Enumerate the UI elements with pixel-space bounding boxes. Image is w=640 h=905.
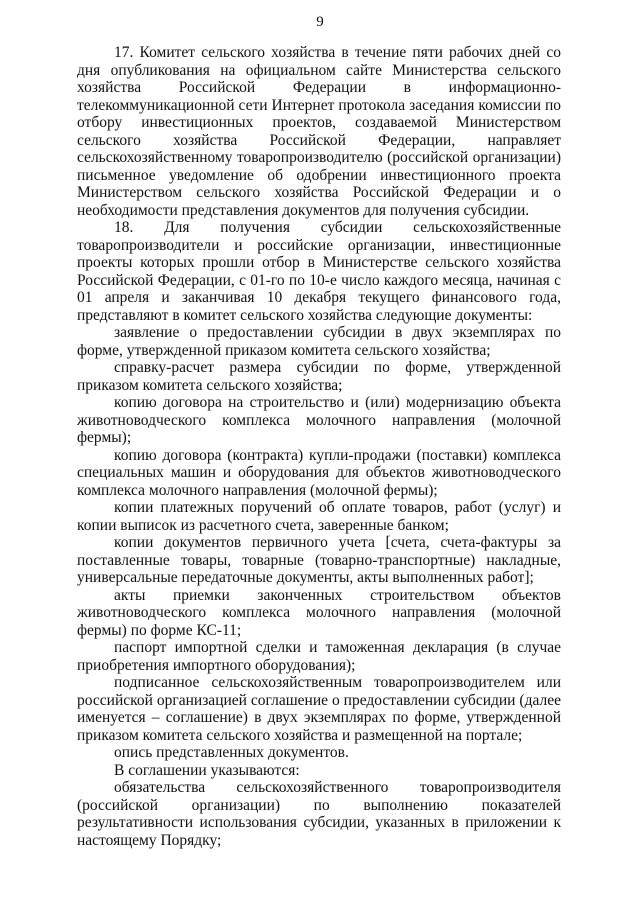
- list-item-calculation-certificate: справку-расчет размера субсидии по форме, утвержденной приказом комитета сельского хозяйства;: [77, 359, 561, 394]
- paragraph-17: 17. Комитет сельского хозяйства в течение пяти рабочих дней со дня опубликования на официальном сайте Министерства сельского хозяйства Российской Федерации в информационно-телекоммуникационной сети Интернет протокола заседания комиссии по отбору инвестиционных проектов, создаваемой Министерством сельского хозяйства Российской Федерации, направляет сельскохозяйственному товаропроизводителю (российской организации) письменное уведомление об одобрении инвестиционного проекта Министерством сельского хозяйства Российской Федерации и о необходимости представления документов для получения субсидии.: [77, 44, 561, 219]
- list-item-supply-contract: копию договора (контракта) купли-продажи (поставки) комплекса специальных машин и оборудования для объектов животноводческого комплекса молочного направления (молочной фермы);: [77, 446, 561, 499]
- list-item-acceptance-acts: акты приемки законченных строительством объектов животноводческого комплекса молочного направления (молочной фермы) по форме КС-11;: [77, 586, 561, 639]
- list-item-inventory: опись представленных документов.: [114, 744, 349, 761]
- list-item-construction-contract: копию договора на строительство и (или) модернизацию объекта животноводческого комплекса молочного направления (молочной фермы);: [77, 394, 561, 446]
- page-number: 9: [316, 14, 324, 30]
- agreement-obligations: обязательства сельскохозяйственного товаропроизводителя (российской организации) по выполнению показателей результативности использования субсидии, указанных в приложении к настоящему Порядку;: [77, 779, 561, 849]
- list-item-payment-orders: копии платежных поручений об оплате товаров, работ (услуг) и копии выписок из расчетного счета, заверенные банком;: [77, 499, 561, 534]
- document-body: [77, 44, 561, 849]
- agreement-intro: В соглашении указываются:: [114, 761, 300, 779]
- list-item-agreement: подписанное сельскохозяйственным товаропроизводителем или российской организацией соглашение о предоставлении субсидии (далее именуется – соглашение) в двух экземплярах по форме, утвержденной приказом комитета сельского хозяйства и размещенной на портале;: [77, 674, 561, 744]
- paragraph-18: 18. Для получения субсидии сельскохозяйственные товаропроизводители и российские организации, инвестиционные проекты которых прошли отбор в Министерстве сельского хозяйства Российской Федерации, с 01-го по 10-е число каждого месяца, начиная с 01 апреля и заканчивая 10 декабря текущего финансового года, представляют в комитет сельского хозяйства следующие документы:: [77, 219, 561, 324]
- list-item-application: заявление о предоставлении субсидии в двух экземплярах по форме, утвержденной приказом комитета сельского хозяйства;: [77, 324, 561, 359]
- list-item-import-passport: паспорт импортной сделки и таможенная декларация (в случае приобретения импортного оборудования);: [77, 639, 561, 674]
- list-item-primary-documents: копии документов первичного учета [счета, счета-фактуры за поставленные товары, товарные (товарно-транспортные) накладные, универсальные передаточные документы, акты выполненных работ];: [77, 534, 561, 586]
